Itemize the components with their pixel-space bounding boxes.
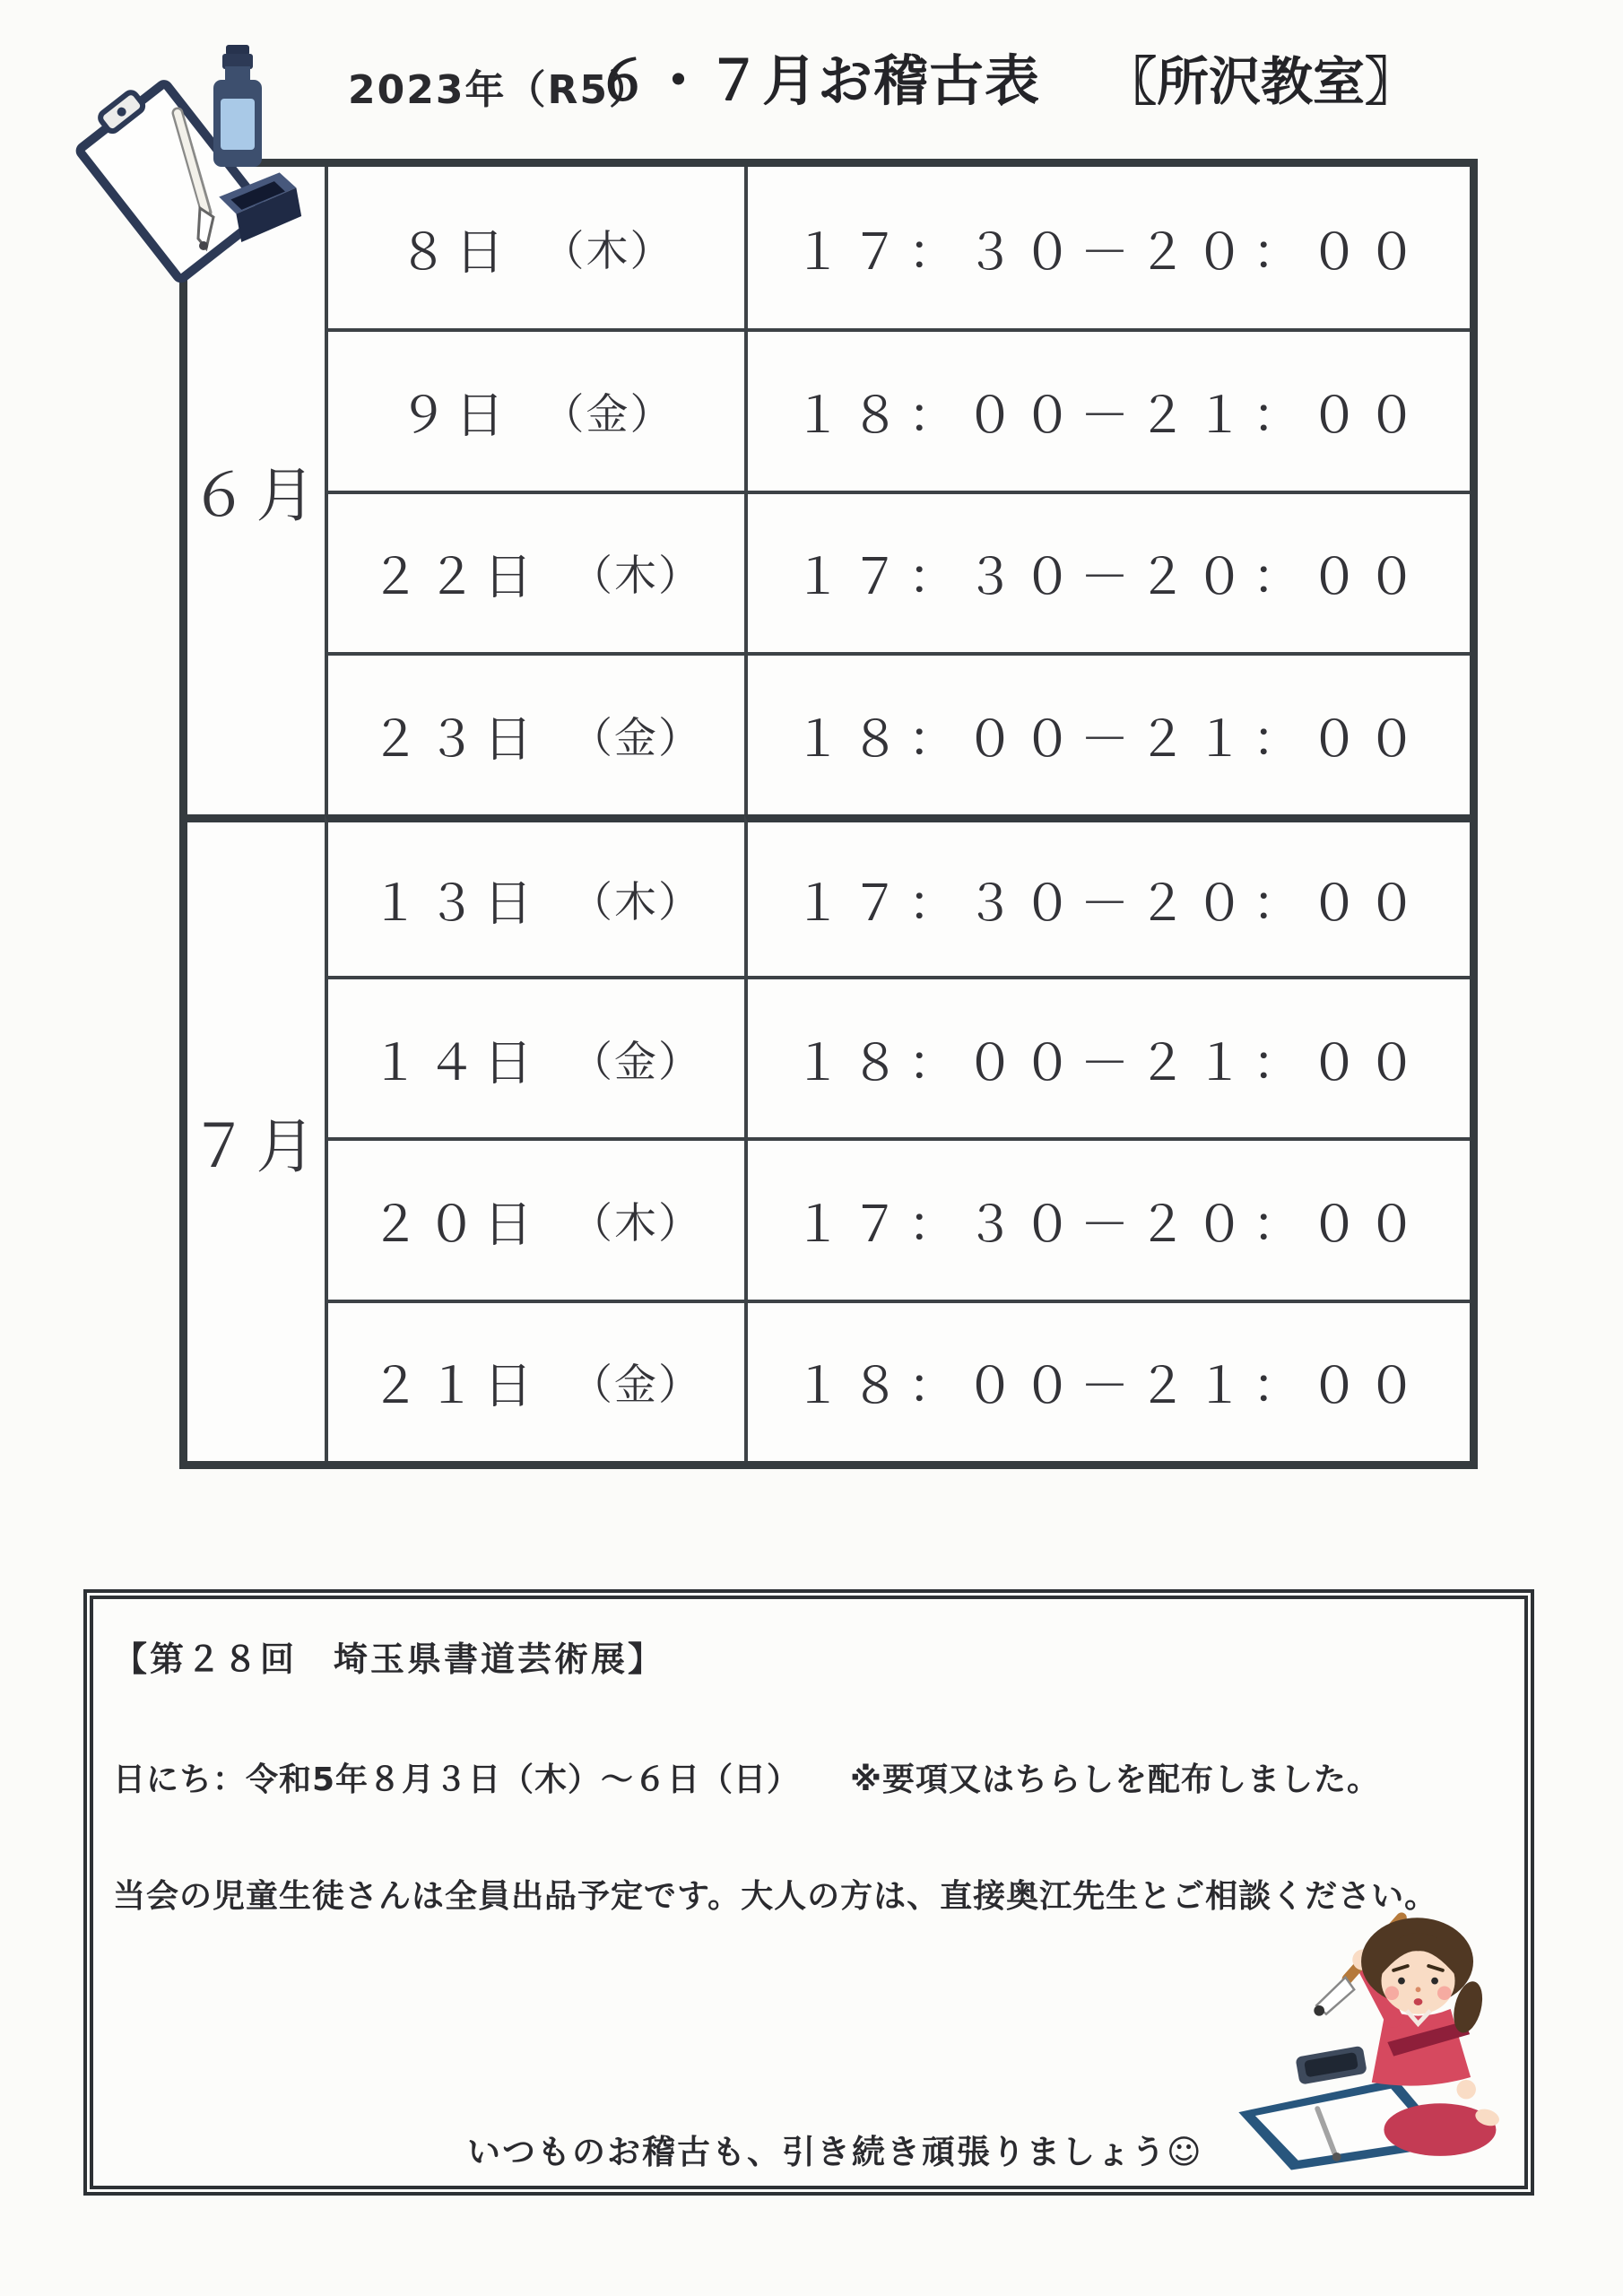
date-cell-jun-4	[325, 652, 744, 813]
time-cell-jul-4	[744, 1300, 1470, 1461]
date-text: ２３日	[369, 709, 540, 768]
time-cell-jun-2	[744, 328, 1470, 490]
date-cell-jun-2	[325, 328, 744, 490]
date-text: ８日	[398, 222, 512, 281]
month-label-july: ７月	[189, 1112, 323, 1182]
time-text: １８：００－２１：００	[793, 709, 1425, 768]
announcement-body-line: 当会の児童生徒さんは全員出品予定です。大人の方は、直接奥江先生とご相談ください。	[113, 1878, 1438, 1915]
date-text: １３日	[369, 874, 540, 932]
time-text: １８：００－２１：００	[793, 1357, 1425, 1415]
schedule-table	[179, 159, 1478, 1469]
time-text: １８：００－２１：００	[793, 1033, 1425, 1091]
date-cell-jun-3	[325, 491, 744, 652]
time-cell-jun-4	[744, 652, 1470, 813]
title-classroom: 〖所沢教室〗	[1105, 51, 1418, 112]
weekday-text: （木）	[570, 552, 702, 602]
page-title: ６・７月お稽古表	[595, 49, 1041, 113]
date-cell-jul-1	[325, 814, 744, 976]
time-cell-jun-1	[744, 167, 1470, 328]
weekday-text: （木）	[542, 226, 674, 276]
date-text: ２２日	[369, 548, 540, 606]
date-cell-jul-3	[325, 1137, 744, 1299]
time-text: １７：３０－２０：００	[793, 548, 1425, 606]
title-year: 2023年（R5）	[348, 67, 650, 113]
month-label-june: ６月	[189, 461, 323, 531]
weekday-text: （金）	[542, 390, 674, 440]
time-cell-jul-2	[744, 976, 1470, 1137]
time-text: １７：３０－２０：００	[793, 222, 1425, 281]
date-cell-jul-4	[325, 1300, 744, 1461]
date-cell-jul-2	[325, 976, 744, 1137]
weekday-text: （金）	[570, 1037, 702, 1087]
announcement-date-line: 日にち：令和5年８月３日（木）～６日（日） ※要項又はちらしを配布しました。	[113, 1761, 1381, 1798]
time-cell-jul-1	[744, 814, 1470, 976]
time-text: １７：３０－２０：００	[793, 874, 1425, 932]
time-text: １７：３０－２０：００	[793, 1195, 1425, 1253]
weekday-text: （木）	[570, 1198, 702, 1248]
date-text: ２０日	[369, 1195, 540, 1253]
announcement-box	[83, 1589, 1534, 2196]
date-cell-jun-1	[325, 167, 744, 328]
time-cell-jul-3	[744, 1137, 1470, 1299]
weekday-text: （金）	[570, 713, 702, 763]
calligraphy-girl-icon	[1214, 1908, 1512, 2173]
announcement-heading: 【第２８回 埼玉県書道芸術展】	[113, 1639, 665, 1679]
weekday-text: （木）	[570, 877, 702, 927]
time-text: １８：００－２１：００	[793, 387, 1425, 445]
weekday-text: （金）	[570, 1361, 702, 1411]
time-cell-jun-3	[744, 491, 1470, 652]
date-text: ９日	[398, 387, 512, 445]
date-text: ２１日	[369, 1357, 540, 1415]
month-cell-july	[187, 814, 325, 1462]
date-text: １４日	[369, 1033, 540, 1091]
announcement-closing-line: いつものお稽古も、引き続き頑張りましょう☺	[467, 2133, 1203, 2171]
calligraphy-tools-icon	[72, 30, 307, 283]
